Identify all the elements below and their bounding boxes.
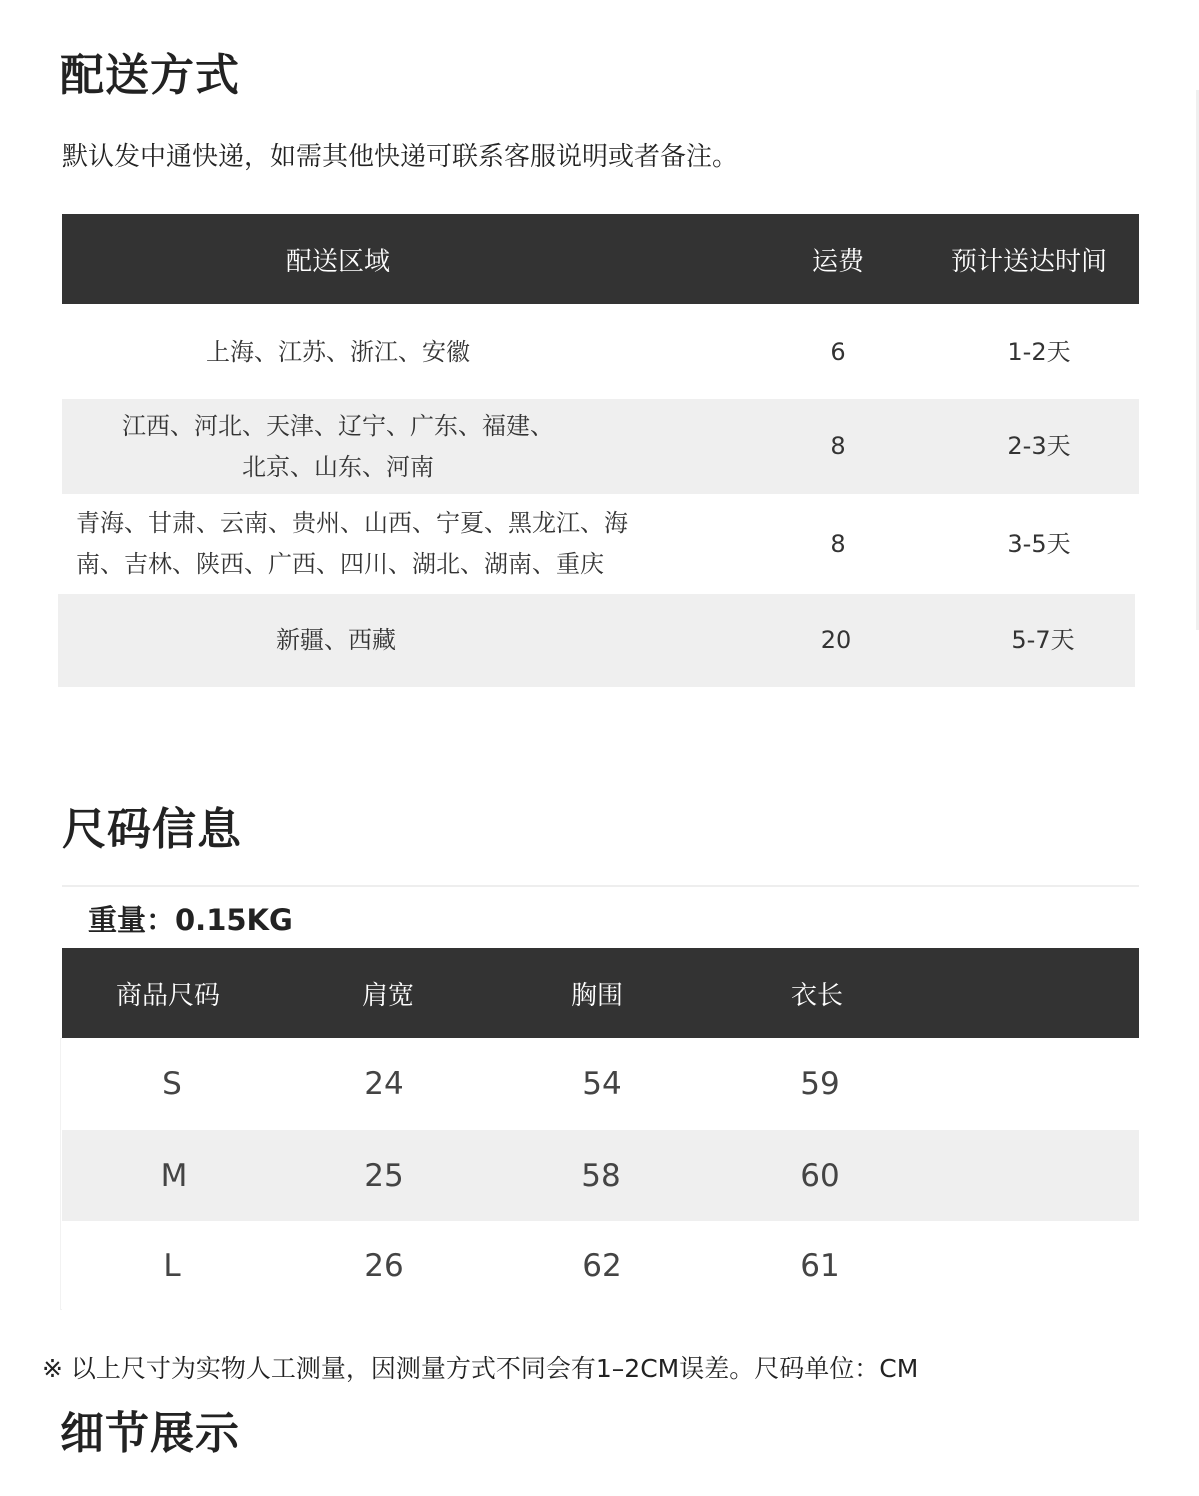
size-table-header	[62, 948, 1139, 1038]
size-row	[62, 1130, 1139, 1221]
header-shoulder: 肩宽	[361, 980, 414, 1011]
region-text: 新疆、西藏	[276, 626, 396, 655]
region-cell	[62, 305, 614, 399]
header-length: 衣长	[790, 980, 843, 1011]
fee-cell: 8	[830, 529, 846, 558]
shipping-row	[62, 494, 1139, 594]
region-cell	[62, 399, 614, 494]
shipping-intro: 默认发中通快递，如需其他快递可联系客服说明或者备注。	[62, 142, 739, 172]
fee-cell: 6	[830, 337, 846, 366]
region-cell	[58, 594, 614, 687]
header-chest: 胸围	[570, 980, 623, 1011]
length-cell: 60	[800, 1157, 840, 1194]
detail-title: 细节展示	[60, 1408, 240, 1459]
header-size: 商品尺码	[115, 980, 220, 1011]
size-cell: S	[162, 1066, 182, 1102]
header-region: 配送区域	[285, 246, 390, 277]
time-cell: 1-2天	[1007, 337, 1071, 366]
chest-cell: 54	[582, 1066, 622, 1102]
size-title: 尺码信息	[62, 804, 242, 855]
shipping-table-header	[62, 214, 1139, 304]
size-row	[62, 1038, 1139, 1130]
shipping-title: 配送方式	[60, 50, 240, 101]
region-text: 青海、甘肃、云南、贵州、山西、宁夏、黑龙江、海	[76, 509, 628, 538]
chest-cell: 58	[581, 1157, 621, 1194]
region-text: 北京、山东、河南	[242, 452, 434, 481]
shipping-row	[62, 399, 1139, 494]
header-fee: 运费	[811, 246, 864, 277]
shoulder-cell: 26	[364, 1247, 404, 1284]
time-cell: 3-5天	[1007, 529, 1071, 558]
shoulder-cell: 25	[364, 1157, 404, 1194]
length-cell: 61	[800, 1247, 840, 1284]
weight-label: 重量：0.15KG	[88, 903, 293, 937]
length-cell: 59	[800, 1066, 840, 1102]
measurement-note: ※ 以上尺寸为实物人工测量，因测量方式不同会有1–2CM误差。尺码单位：CM	[42, 1354, 919, 1383]
size-cell: L	[163, 1247, 181, 1284]
region-text: 南、吉林、陕西、广西、四川、湖北、湖南、重庆	[76, 550, 604, 578]
time-cell: 5-7天	[1011, 626, 1075, 655]
shipping-row	[62, 305, 1139, 399]
region-cell	[76, 494, 716, 594]
fee-cell: 8	[830, 432, 846, 461]
shoulder-cell: 24	[364, 1066, 404, 1102]
region-text: 上海、江苏、浙江、安徽	[206, 337, 470, 366]
time-cell: 2-3天	[1007, 432, 1071, 461]
section-divider	[62, 885, 1139, 887]
size-row	[62, 1221, 1139, 1310]
header-time: 预计送达时间	[950, 246, 1107, 277]
shipping-row	[58, 594, 1135, 687]
fee-cell: 20	[820, 626, 852, 655]
size-cell: M	[160, 1157, 188, 1194]
chest-cell: 62	[582, 1247, 622, 1284]
region-text: 江西、河北、天津、辽宁、广东、福建、	[122, 411, 554, 440]
